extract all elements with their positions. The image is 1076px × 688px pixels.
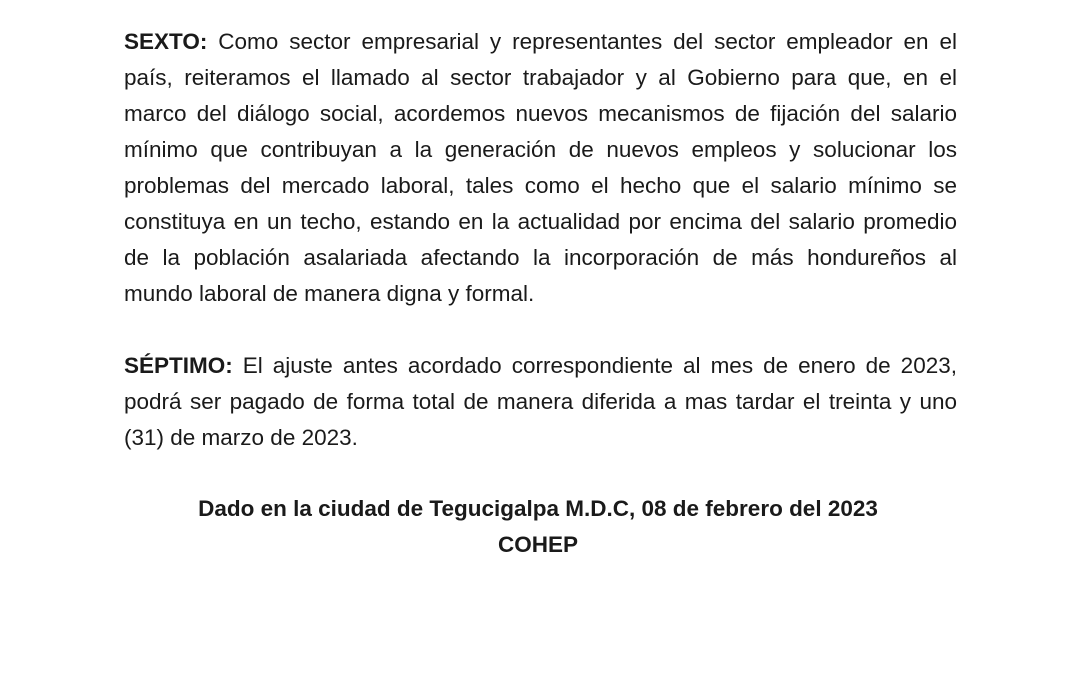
closing-date-line: Dado en la ciudad de Tegucigalpa M.D.C, 08 de febrero del 2023 bbox=[198, 496, 878, 521]
sexto-text: Como sector empresarial y representantes del sector empleador en el país, reiteramos el llamado al sector trabajador y al Gobierno para que, en el marco del diálogo social, acordemos nuevos mecanismos de fijación del salario mínimo que contribuyan a la generación de nuevos empleos y solucionar los problemas del mercado laboral, tales como el hecho que el salario mínimo se constituya en un techo, estando en la actualidad por encima del salario promedio de la población asalariada afectando la incorporación de más hondureños al mundo laboral de manera digna y formal. bbox=[124, 29, 957, 306]
paragraph-gap bbox=[124, 312, 957, 348]
paragraph-septimo bbox=[124, 348, 957, 456]
closing-block bbox=[0, 491, 1076, 563]
paragraph-sexto bbox=[124, 24, 957, 312]
signatory-name: COHEP bbox=[497, 532, 578, 557]
sexto-heading: SEXTO: bbox=[124, 29, 208, 54]
document-body bbox=[124, 24, 957, 456]
septimo-heading: SÉPTIMO: bbox=[124, 353, 233, 378]
septimo-text: El ajuste antes acordado correspondiente al mes de enero de 2023, podrá ser pagado de forma total de manera diferida a mas tardar el treinta y uno (31) de marzo de 2023. bbox=[124, 353, 957, 450]
